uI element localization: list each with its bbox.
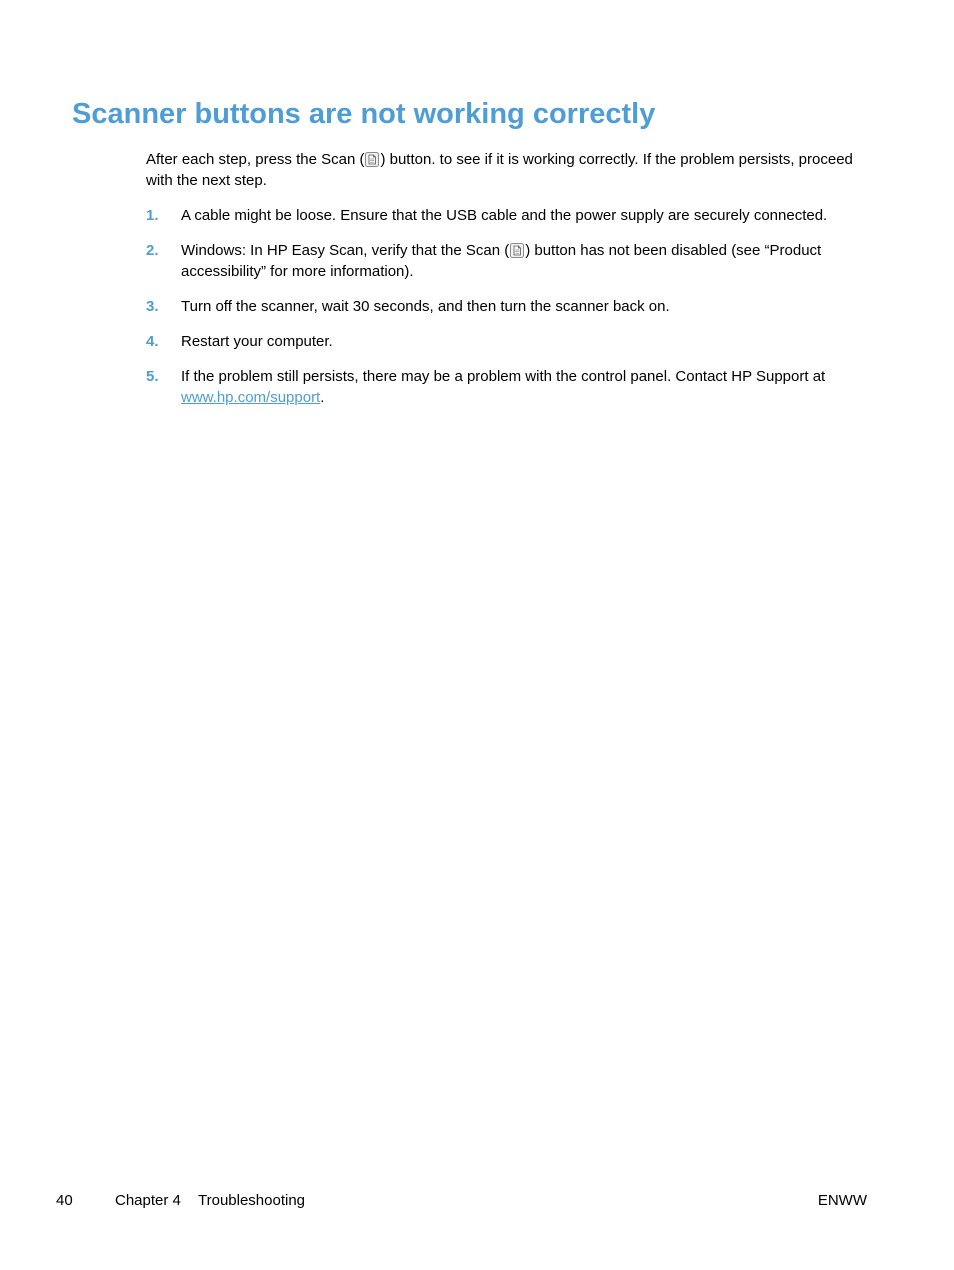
step-number: 4. <box>146 333 159 350</box>
page-number: 40 <box>56 1192 73 1209</box>
page-title: Scanner buttons are not working correctly <box>72 98 656 130</box>
hp-support-link[interactable]: www.hp.com/support <box>181 389 321 406</box>
step-item <box>146 296 862 317</box>
intro-text-after-icon: ) button. to see if it is working correctly. If the problem persists, proceed with the next step. <box>146 151 853 189</box>
chapter-title: Troubleshooting <box>198 1192 306 1209</box>
step-item <box>146 366 862 408</box>
step-text: Restart your computer. <box>181 333 333 350</box>
step-text-after-link: . <box>320 389 325 406</box>
step-text-after-icon: ) button has not been disabled (see “Product accessibility” for more information). <box>181 242 822 280</box>
intro-text-before-icon: After each step, press the Scan ( <box>146 151 365 168</box>
step-text-before-icon: Windows: In HP Easy Scan, verify that the Scan ( <box>181 242 510 259</box>
step-text: Turn off the scanner, wait 30 seconds, and then turn the scanner back on. <box>181 298 670 315</box>
troubleshooting-steps <box>146 205 862 422</box>
step-item <box>146 331 862 352</box>
step-number: 5. <box>146 368 159 385</box>
step-number: 3. <box>146 298 159 315</box>
step-item <box>146 205 862 226</box>
intro-paragraph <box>146 149 858 191</box>
scan-button-icon <box>365 152 379 167</box>
locale-code: ENWW <box>817 1192 867 1209</box>
step-item <box>146 240 862 282</box>
chapter-label: Chapter 4 <box>115 1192 181 1209</box>
step-text-before-link: If the problem still persists, there may be a problem with the control panel. Contact HP Support at <box>181 368 826 385</box>
step-text: A cable might be loose. Ensure that the USB cable and the power supply are securely connected. <box>181 207 828 224</box>
step-number: 1. <box>146 207 159 224</box>
scan-button-icon <box>510 243 524 258</box>
page-footer <box>0 1190 954 1212</box>
step-number: 2. <box>146 242 159 259</box>
